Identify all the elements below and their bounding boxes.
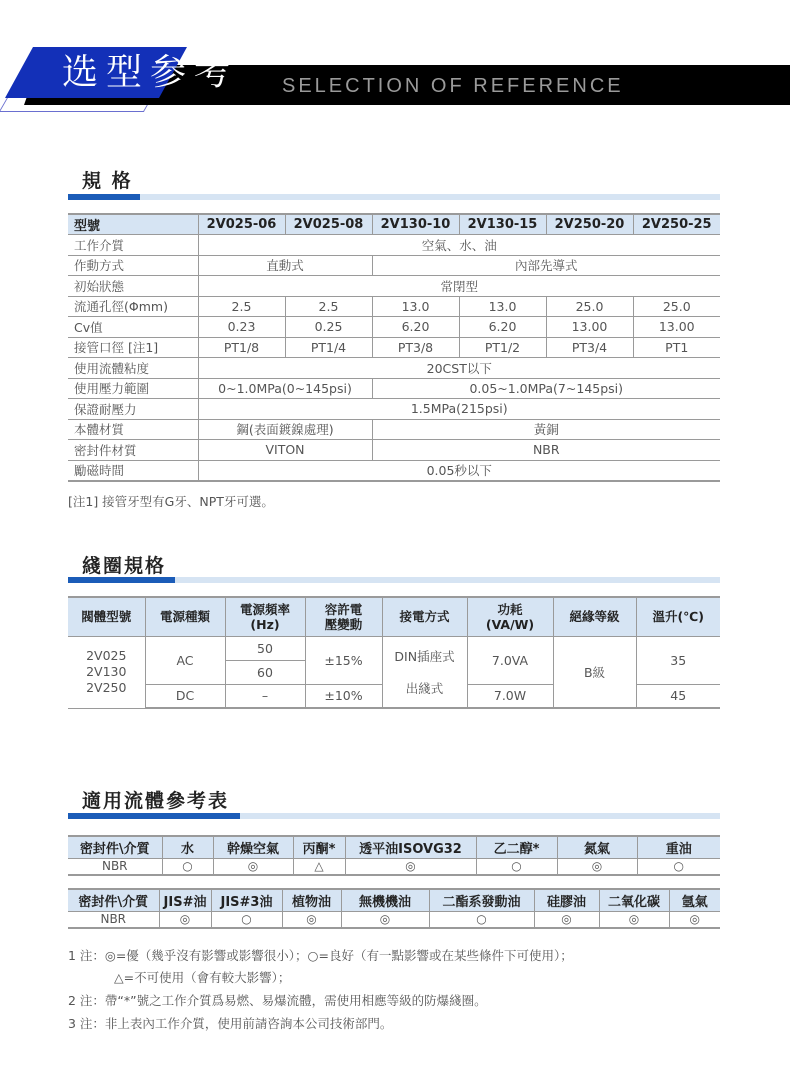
header-cell: 乙二醇* <box>476 836 557 858</box>
header-cell <box>305 597 382 636</box>
header-cell: 透平油ISOVG32 <box>345 836 476 858</box>
header-cell: 2V130-15 <box>459 214 546 235</box>
table-row <box>68 858 720 875</box>
cell: ◎ <box>159 911 211 928</box>
header-line: 容許電 <box>324 601 363 617</box>
cell: ○ <box>476 858 557 875</box>
cell: ◎ <box>599 911 669 928</box>
connection-b: 出綫式 <box>405 680 444 696</box>
cell: 13.00 <box>633 317 720 338</box>
table-header-row <box>68 597 720 636</box>
row-label: 流通孔徑(Φmm) <box>68 296 198 317</box>
cell: 6.20 <box>459 317 546 338</box>
header-cell: 2V025-06 <box>198 214 285 235</box>
cell: 空氣、水、油 <box>198 235 720 256</box>
table-row <box>68 460 720 481</box>
cell: 7.0VA <box>467 636 553 684</box>
header-cell: 閥體型號 <box>68 597 145 636</box>
row-label: 作動方式 <box>68 255 198 276</box>
cell: ◎ <box>213 858 293 875</box>
header-line: 壓變動 <box>324 616 363 632</box>
header-cell: 植物油 <box>282 889 341 911</box>
cell: AC <box>145 636 225 684</box>
coil-table <box>68 596 720 709</box>
cell: 內部先導式 <box>372 255 720 276</box>
cell: 2.5 <box>198 296 285 317</box>
cell: ◎ <box>282 911 341 928</box>
fluid-note-3: 3 注：非上表內工作介質，使用前請咨詢本公司技術部門。 <box>68 1016 393 1031</box>
row-label: 密封件材質 <box>68 440 198 461</box>
header-cell: 2V130-10 <box>372 214 459 235</box>
row-label: 本體材質 <box>68 419 198 440</box>
cell: ◎ <box>557 858 637 875</box>
cell: 6.20 <box>372 317 459 338</box>
header-cell <box>225 597 305 636</box>
banner-title-cn: 选型参考 <box>62 52 239 93</box>
cell: ◎ <box>669 911 720 928</box>
header-cell: 氮氣 <box>557 836 637 858</box>
row-label: 使用壓力範圍 <box>68 378 198 399</box>
header-line: 電源頻率 <box>239 601 290 617</box>
cell: – <box>225 684 305 708</box>
cell: 25.0 <box>546 296 633 317</box>
row-label: 接管口徑 [注1] <box>68 337 198 358</box>
header-cell: 二氧化碳 <box>599 889 669 911</box>
header-cell: 密封件\介質 <box>68 889 159 911</box>
cell: 0.25 <box>285 317 372 338</box>
spec-table <box>68 213 720 482</box>
header-cell: 密封件\介質 <box>68 836 162 858</box>
cell: PT1/8 <box>198 337 285 358</box>
model: 2V130 <box>86 664 127 679</box>
header-cell: JIS#油 <box>159 889 211 911</box>
header-cell: 2V250-25 <box>633 214 720 235</box>
connection-a: DIN插座式 <box>394 648 455 664</box>
header-cell: 水 <box>162 836 213 858</box>
table-row <box>68 276 720 297</box>
row-label: 初始狀態 <box>68 276 198 297</box>
header-cell: 溫升(℃) <box>636 597 720 636</box>
cell: B級 <box>553 636 636 708</box>
table-row <box>68 296 720 317</box>
cell: 45 <box>636 684 720 708</box>
table-row <box>68 636 720 660</box>
spec-note: [注1] 接管牙型有G牙、NPT牙可選。 <box>68 494 274 509</box>
header-cell: 無機機油 <box>341 889 429 911</box>
header-line: (Hz) <box>250 616 280 632</box>
cell: VITON <box>198 440 372 461</box>
cell: 常閉型 <box>198 276 720 297</box>
header-cell <box>467 597 553 636</box>
section-underline <box>68 194 720 200</box>
banner-title-en: SELECTION OF REFERENCE <box>282 75 624 97</box>
models-cell <box>68 636 145 708</box>
section-title-coil: 綫圈規格 <box>82 555 167 577</box>
fluid-table-1 <box>68 835 720 876</box>
cell: DC <box>145 684 225 708</box>
row-label: 勵磁時間 <box>68 460 198 481</box>
fluid-note-1-cont: △=不可使用（會有較大影響）； <box>114 970 291 985</box>
header-cell: 2V025-08 <box>285 214 372 235</box>
cell: 13.00 <box>546 317 633 338</box>
header-line: 功耗 <box>497 601 523 617</box>
connection-cell <box>382 636 467 708</box>
cell: 35 <box>636 636 720 684</box>
cell: ◎ <box>341 911 429 928</box>
header-line: (VA/W) <box>485 616 535 632</box>
cell: 25.0 <box>633 296 720 317</box>
cell: PT1 <box>633 337 720 358</box>
table-header-row <box>68 889 720 911</box>
table-row <box>68 399 720 420</box>
cell: PT3/8 <box>372 337 459 358</box>
header-cell: 電源種類 <box>145 597 225 636</box>
cell: 13.0 <box>372 296 459 317</box>
cell: NBR <box>372 440 720 461</box>
header-cell: 接電方式 <box>382 597 467 636</box>
cell: PT1/2 <box>459 337 546 358</box>
cell: PT3/4 <box>546 337 633 358</box>
table-row <box>68 317 720 338</box>
header-cell: 丙酮* <box>293 836 345 858</box>
cell: 黃銅 <box>372 419 720 440</box>
table-row <box>68 235 720 256</box>
header-cell: 重油 <box>637 836 720 858</box>
table-row <box>68 378 720 399</box>
table-row <box>68 911 720 928</box>
cell: 鋼(表面鍍鎳處理) <box>198 419 372 440</box>
table-row <box>68 337 720 358</box>
cell: ○ <box>429 911 534 928</box>
model: 2V250 <box>86 680 127 695</box>
cell: ±15% <box>305 636 382 684</box>
row-label: 使用流體粘度 <box>68 358 198 379</box>
cell: ○ <box>162 858 213 875</box>
cell: NBR <box>68 911 159 928</box>
header-cell: JIS#3油 <box>211 889 282 911</box>
header-cell: 幹燥空氣 <box>213 836 293 858</box>
cell: 13.0 <box>459 296 546 317</box>
cell: 1.5MPa(215psi) <box>198 399 720 420</box>
fluid-note-1: 1 注：◎=優（幾乎沒有影響或影響很小）；○=良好（有一點影響或在某些條件下可使用）； <box>68 948 573 963</box>
cell: 0.05秒以下 <box>198 460 720 481</box>
section-underline <box>68 577 720 583</box>
cell: 0.05~1.0MPa(7~145psi) <box>372 378 720 399</box>
cell: △ <box>293 858 345 875</box>
fluid-note-2: 2 注：帶“*”號之工作介質爲易燃、易爆流體，需使用相應等級的防爆綫圈。 <box>68 993 487 1008</box>
cell: 7.0W <box>467 684 553 708</box>
row-label: Cv值 <box>68 317 198 338</box>
header-cell: 硅膠油 <box>534 889 599 911</box>
cell: 直動式 <box>198 255 372 276</box>
cell: 0.23 <box>198 317 285 338</box>
header-cell: 型號 <box>68 214 198 235</box>
cell: ◎ <box>345 858 476 875</box>
cell: 0~1.0MPa(0~145psi) <box>198 378 372 399</box>
section-underline <box>68 813 720 819</box>
header-cell: 氬氣 <box>669 889 720 911</box>
cell: NBR <box>68 858 162 875</box>
header-cell: 二酯系發動油 <box>429 889 534 911</box>
header-cell-text: V130-10 <box>389 217 451 232</box>
cell: 2.5 <box>285 296 372 317</box>
header-cell: 2V250-20 <box>546 214 633 235</box>
fluid-table-2 <box>68 888 720 929</box>
model: 2V025 <box>86 648 127 663</box>
table-row <box>68 419 720 440</box>
cell: ±10% <box>305 684 382 708</box>
cell: PT1/4 <box>285 337 372 358</box>
table-header-row <box>68 836 720 858</box>
header-cell: 絕緣等級 <box>553 597 636 636</box>
cell: 60 <box>225 660 305 684</box>
cell: 20CST以下 <box>198 358 720 379</box>
table-row <box>68 358 720 379</box>
section-title-spec: 規 格 <box>82 170 133 192</box>
row-label: 保證耐壓力 <box>68 399 198 420</box>
table-row <box>68 255 720 276</box>
table-row <box>68 440 720 461</box>
row-label: 工作介質 <box>68 235 198 256</box>
section-title-fluid: 適用流體參考表 <box>82 790 230 812</box>
cell: ◎ <box>534 911 599 928</box>
cell: ○ <box>637 858 720 875</box>
cell: ○ <box>211 911 282 928</box>
table-header-row <box>68 214 720 235</box>
cell: 50 <box>225 636 305 660</box>
